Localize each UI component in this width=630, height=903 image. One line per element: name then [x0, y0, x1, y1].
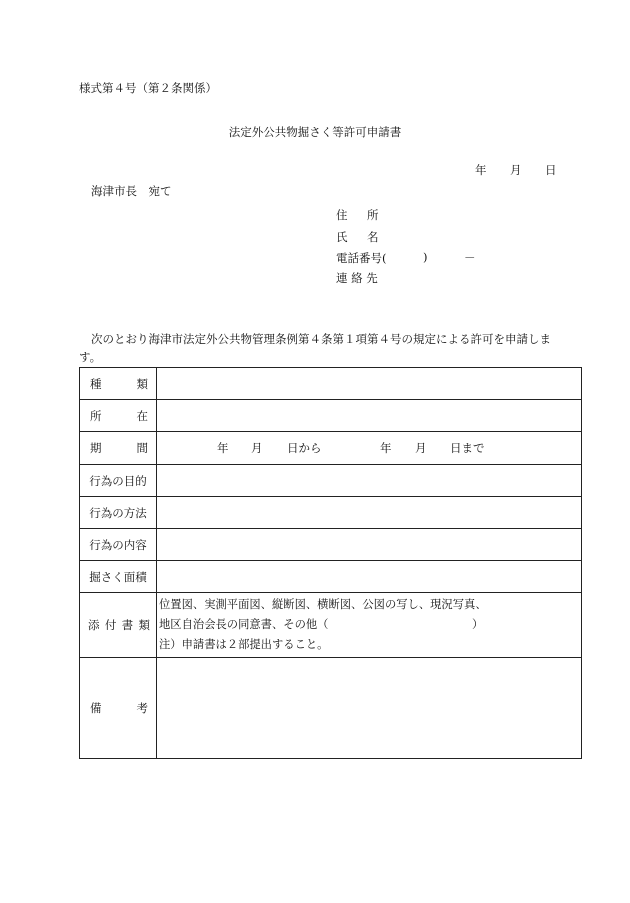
table-row [80, 400, 582, 432]
attachments-line1: 位置図、実測平面図、縦断図、横断図、公図の写し、現況写真、 [159, 598, 487, 611]
attachments-line2-close: ） [472, 618, 484, 631]
attachments-label [80, 617, 156, 633]
row-label-purpose [80, 465, 157, 497]
label-char: 所 [90, 408, 102, 423]
label-char: 書 [121, 618, 134, 632]
period-month1: 月 [251, 441, 263, 455]
applicant-phone-label: 電話番号( [336, 251, 387, 265]
label-char: 付 [104, 618, 117, 632]
label-char: 備 [90, 701, 102, 715]
period-from: 日から [287, 441, 322, 455]
area-label: 掘さく面積 [89, 569, 147, 584]
form-number: 様式第４号（第２条関係） [79, 81, 217, 95]
period-month2: 月 [415, 441, 427, 455]
row-label-area [80, 561, 157, 593]
period-year2: 年 [380, 441, 392, 455]
attachments-value-cell[interactable] [157, 593, 582, 658]
row-label-content [80, 529, 157, 561]
type-value-cell[interactable] [157, 368, 582, 400]
row-label-type [80, 368, 157, 400]
table-row [80, 497, 582, 529]
applicant-contact-label: 連 絡 先 [336, 271, 378, 285]
period-value-cell[interactable] [157, 432, 582, 465]
intro-text-line2: す。 [79, 350, 102, 364]
label-char: 種 [90, 376, 102, 391]
remarks-label [80, 700, 156, 716]
location-label [80, 408, 156, 424]
row-label-location [80, 400, 157, 432]
applicant-address-label: 住 所 [336, 208, 383, 222]
date-month: 月 [510, 163, 522, 177]
row-label-remarks [80, 658, 157, 759]
applicant-phone-dash: － [464, 251, 476, 265]
period-until: 日まで [450, 441, 485, 455]
method-label: 行為の方法 [89, 505, 147, 520]
applicant-phone-close: ) [423, 250, 428, 264]
label-char: 類 [136, 376, 148, 391]
content-value-cell[interactable] [157, 529, 582, 561]
period-year1: 年 [217, 441, 229, 455]
application-table [79, 367, 582, 759]
document-title: 法定外公共物掘さく等許可申請書 [228, 125, 402, 139]
label-char: 添 [88, 618, 100, 632]
table-row [80, 593, 582, 658]
remarks-value-cell[interactable] [157, 658, 582, 759]
table-row [80, 561, 582, 593]
addressee: 海津市長 宛て [91, 184, 172, 198]
date-day: 日 [545, 163, 557, 177]
table-row [80, 368, 582, 400]
label-char: 在 [136, 408, 148, 423]
table-row [80, 658, 582, 759]
period-label [80, 440, 156, 456]
label-char: 考 [136, 701, 148, 715]
area-value-cell[interactable] [157, 561, 582, 593]
label-char: 間 [136, 441, 148, 455]
intro-text-line1: 次のとおり海津市法定外公共物管理条例第４条第１項第４号の規定による許可を申請しま [91, 332, 551, 346]
table-row [80, 529, 582, 561]
label-char: 期 [90, 441, 102, 455]
attachments-note: 注）申請書は２部提出すること。 [159, 638, 329, 651]
method-value-cell[interactable] [157, 497, 582, 529]
content-label: 行為の内容 [89, 537, 147, 552]
purpose-value-cell[interactable] [157, 465, 582, 497]
date-year: 年 [475, 163, 487, 177]
type-label [80, 376, 156, 392]
row-label-method [80, 497, 157, 529]
row-label-period [80, 432, 157, 465]
location-value-cell[interactable] [157, 400, 582, 432]
attachments-line2: 地区自治会長の同意書、その他（ [159, 618, 329, 631]
purpose-label: 行為の目的 [89, 473, 147, 488]
applicant-name-label: 氏 名 [336, 230, 383, 244]
table-row [80, 432, 582, 465]
row-label-attachments [80, 593, 157, 658]
table-row [80, 465, 582, 497]
label-char: 類 [138, 618, 150, 632]
